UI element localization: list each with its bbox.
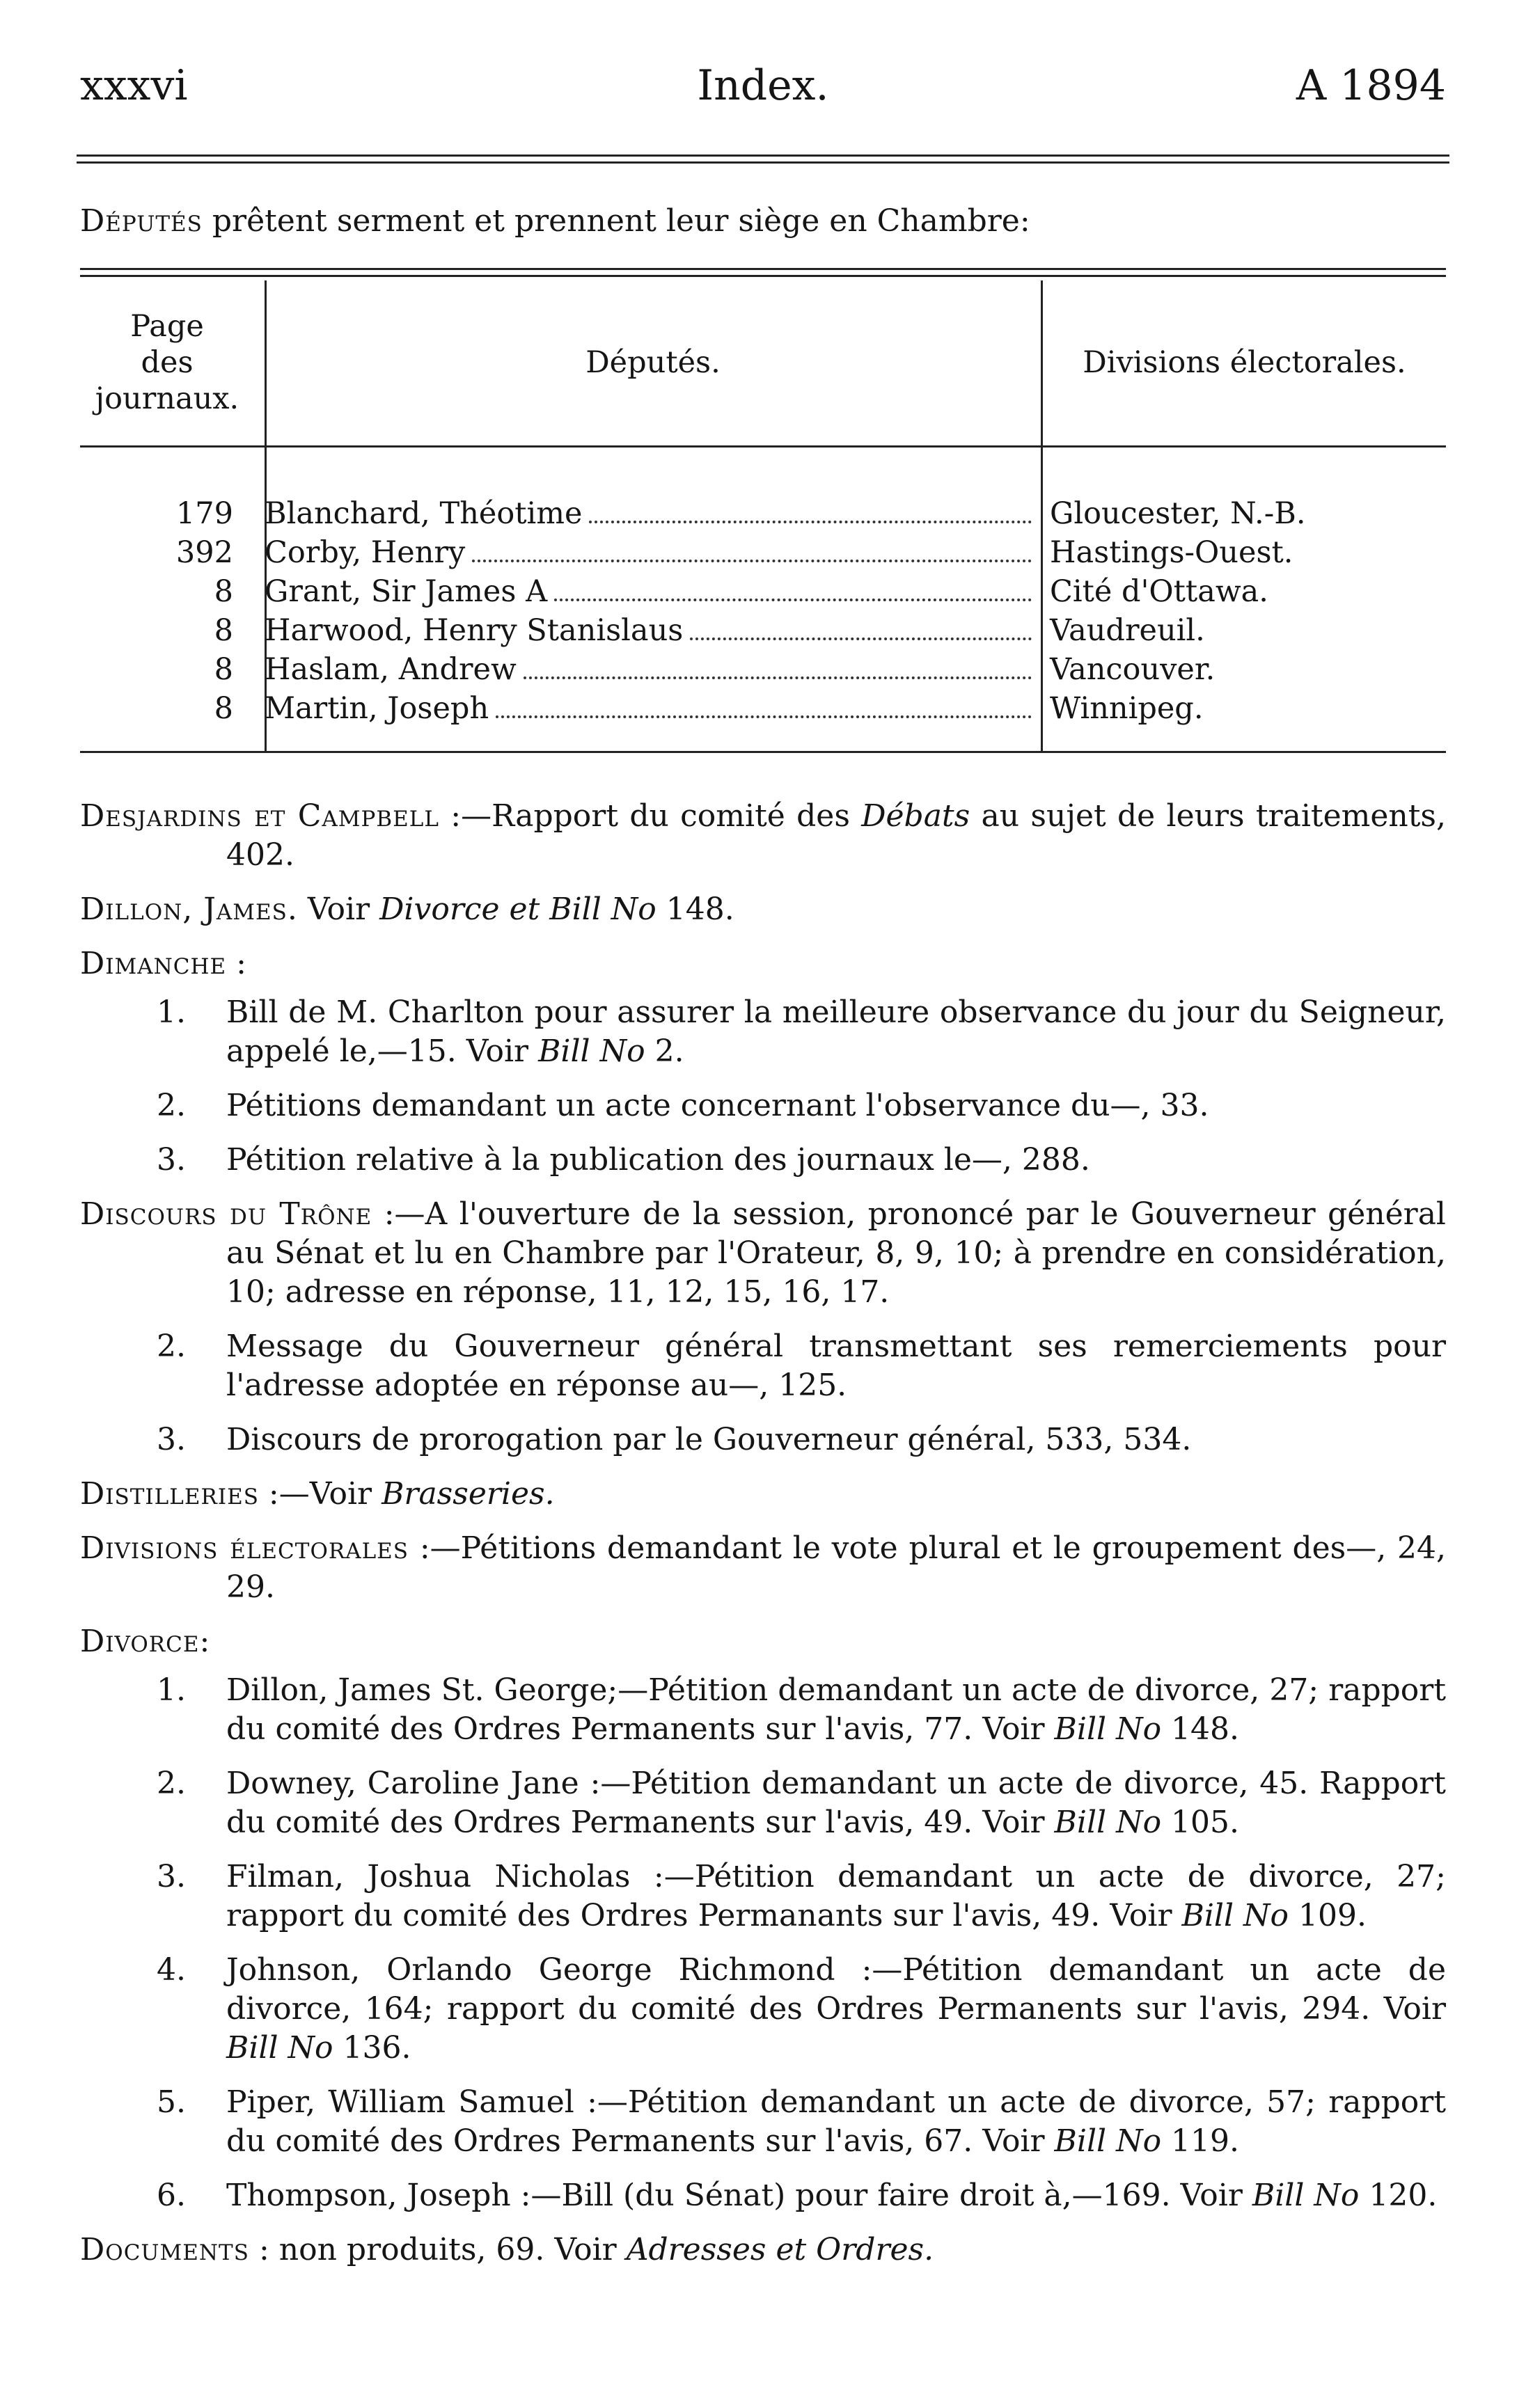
row-depute: Haslam, Andrew (265, 652, 517, 687)
row-depute: Grant, Sir James A (265, 574, 548, 609)
sub-italic: Bill No (1181, 1898, 1289, 1933)
sub-italic: Bill No (1252, 2178, 1360, 2213)
row-depute-cell (265, 494, 1037, 533)
sub-text: 148. (1161, 1711, 1240, 1747)
sub-text: Discours de prorogation par le Gouverneur général, 533, 534. (226, 1422, 1192, 1457)
table-rule-bottom (80, 751, 1446, 753)
row-page: 179 (175, 496, 233, 531)
sub-text: Bill de M. Charlton pour assurer la meilleure observance du jour du Seigneur, appelé le,—15. Voir (226, 995, 1446, 1069)
table-row (80, 689, 1446, 728)
row-division: Vaudreuil. (1050, 613, 1205, 648)
table-row (80, 611, 1446, 650)
sub-number: 2. (157, 1088, 186, 1123)
sub-text: Downey, Caroline Jane :—Pétition demandant un acte de divorce, 45. Rapport du comité des Ordres Permanents sur l'avis, 49. Voir (226, 1766, 1446, 1840)
row-depute-cell (265, 689, 1037, 728)
sub-text: 119. (1161, 2123, 1240, 2159)
caption-head: Députés (80, 203, 203, 239)
leader-dots (496, 715, 1032, 718)
entry-head: Desjardins et Campbell (80, 798, 439, 834)
row-division: Cité d'Ottawa. (1050, 574, 1268, 609)
column-header-deputes: Députés. (585, 345, 721, 380)
sub-number: 1. (157, 995, 186, 1030)
entry-dillon (80, 890, 1446, 929)
row-depute: Martin, Joseph (265, 691, 489, 726)
row-division: Winnipeg. (1050, 691, 1204, 726)
sub-text: 109. (1289, 1898, 1367, 1933)
sub-text: Pétitions demandant un acte concernant l'observance du—, 33. (226, 1088, 1209, 1123)
sub-text: 2. (645, 1033, 684, 1069)
table-row (80, 494, 1446, 533)
leader-dots (554, 599, 1032, 601)
entry-desjardins (80, 797, 1446, 875)
sub-text: Filman, Joshua Nicholas :—Pétition demandant un acte de divorce, 27; rapport du comité des Ordres Permanants sur l'avis, 49. Voir (226, 1859, 1446, 1933)
table-header-rule (80, 445, 1446, 447)
entry-text: :—A l'ouverture de la session, prononcé par le Gouverneur général au Sénat et lu en Chambre par l'Orateur, 8, 9, 10; à prendre en considération, 10; adresse en réponse, 11, 12, 15, 16, 17. (226, 1196, 1446, 1310)
page-number: xxxvi (80, 61, 188, 110)
entry-text: :—Voir (258, 1476, 382, 1512)
entry-text: :—Rapport du comité des (439, 798, 862, 834)
column-header-divisions: Divisions électorales. (1083, 345, 1406, 380)
sub-entry (80, 1327, 1446, 1405)
header-rule-top (77, 155, 1449, 157)
table-rule-top-2 (80, 275, 1446, 277)
table-row (80, 533, 1446, 572)
entry-dimanche (80, 944, 1446, 983)
index-entries (80, 797, 1446, 2285)
sub-text: 120. (1359, 2178, 1438, 2213)
sub-text: Message du Gouverneur général transmettant ses remerciements pour l'adresse adoptée en réponse au—, 125. (226, 1329, 1446, 1403)
sub-entry (80, 1951, 1446, 2068)
entry-head: Distilleries (80, 1476, 259, 1512)
table-row (80, 650, 1446, 689)
sub-entry (80, 2176, 1446, 2215)
sub-entry (80, 1420, 1446, 1459)
entry-text: : non produits, 69. Voir (249, 2232, 627, 2267)
entry-text: : (199, 1624, 210, 1659)
sub-italic: Bill No (1054, 1711, 1162, 1747)
sub-text: Pétition relative à la publication des journaux le—, 288. (226, 1142, 1090, 1178)
sub-text: Dillon, James St. George;—Pétition demandant un acte de divorce, 27; rapport du comité des Ordres Permanents sur l'avis, 77. Voir (226, 1672, 1446, 1747)
leader-dots (524, 676, 1032, 679)
sub-entry (80, 1858, 1446, 1935)
row-depute-cell (265, 572, 1037, 611)
leader-dots (589, 521, 1032, 523)
entry-discours (80, 1195, 1446, 1312)
sub-number: 1. (157, 1672, 186, 1708)
sub-entry (80, 2083, 1446, 2161)
row-division: Vancouver. (1050, 652, 1216, 687)
row-depute-cell (265, 650, 1037, 689)
sub-number: 4. (157, 1952, 186, 1988)
column-header-page-line: Page (130, 309, 204, 344)
sub-entry (80, 1086, 1446, 1125)
sub-italic: Bill No (1054, 1805, 1162, 1840)
entry-text: au sujet de leurs traitements, 402. (226, 798, 1447, 873)
entry-documents (80, 2231, 1446, 2270)
sub-number: 2. (157, 1766, 186, 1801)
entry-text: 148. (656, 892, 734, 927)
sub-entry (80, 1764, 1446, 1842)
header-rule-bottom (77, 161, 1449, 164)
entry-distilleries (80, 1475, 1446, 1514)
sub-text: Piper, William Samuel :—Pétition demandant un acte de divorce, 57; rapport du comité des Ordres Permanents sur l'avis, 67. Voir (226, 2084, 1446, 2159)
column-header-page-line: des (141, 345, 194, 380)
entry-head: Divisions électorales (80, 1530, 409, 1566)
row-depute: Blanchard, Théotime (265, 496, 583, 531)
entry-italic: Divorce et Bill No (379, 892, 656, 927)
row-page: 8 (214, 613, 233, 648)
entry-text: Voir (297, 892, 380, 927)
sub-number: 3. (157, 1422, 186, 1457)
row-depute: Corby, Henry (265, 535, 466, 570)
page-title: Index. (697, 61, 829, 110)
sub-number: 5. (157, 2084, 186, 2120)
sub-italic: Bill No (1054, 2123, 1162, 2159)
sub-italic: Bill No (538, 1033, 645, 1069)
sub-entry (80, 1671, 1446, 1749)
sub-italic: Bill No (226, 2030, 333, 2066)
entry-head: Dillon, James. (80, 892, 298, 927)
sub-entry (80, 993, 1446, 1071)
entry-head: Dimanche (80, 946, 227, 981)
leader-dots (472, 560, 1032, 562)
column-header-page-line: journaux. (95, 381, 239, 416)
row-depute-cell (265, 611, 1037, 650)
year-label: A 1894 (1296, 61, 1446, 110)
row-page: 8 (214, 691, 233, 726)
sub-number: 3. (157, 1859, 186, 1894)
table-row (80, 572, 1446, 611)
sub-text: 136. (333, 2030, 411, 2066)
caption-rest: prêtent serment et prennent leur siège en Chambre: (202, 203, 1030, 239)
row-page: 8 (214, 652, 233, 687)
row-depute: Harwood, Henry Stanislaus (265, 613, 684, 648)
deputes-table (80, 268, 1446, 755)
entry-head: Divorce (80, 1624, 200, 1659)
entry-italic: Brasseries. (382, 1476, 555, 1512)
row-page: 392 (175, 535, 233, 570)
entry-text: :—Pétitions demandant le vote plural et le groupement des—, 24, 29. (226, 1530, 1446, 1605)
row-page: 8 (214, 574, 233, 609)
sub-text: Thompson, Joseph :—Bill (du Sénat) pour faire droit à,—169. Voir (226, 2178, 1252, 2213)
entry-divisions (80, 1529, 1446, 1607)
sub-text: 105. (1161, 1805, 1240, 1840)
entry-divorce (80, 1622, 1446, 1661)
table-rule-top-1 (80, 268, 1446, 270)
row-depute-cell (265, 533, 1037, 572)
column-header-page (80, 308, 254, 417)
entry-head: Documents (80, 2232, 249, 2267)
row-division: Gloucester, N.-B. (1050, 496, 1306, 531)
sub-text: Johnson, Orlando George Richmond :—Pétition demandant un acte de divorce, 164; rapport du comité des Ordres Permanents sur l'avis, 294. Voir (226, 1952, 1446, 2027)
sub-number: 6. (157, 2178, 186, 2213)
entry-italic: Débats (861, 798, 970, 834)
leader-dots (690, 637, 1032, 640)
sub-entry (80, 1141, 1446, 1180)
sub-number: 2. (157, 1329, 186, 1364)
table-caption (80, 202, 1030, 241)
entry-text: : (226, 946, 246, 981)
entry-head: Discours du Trône (80, 1196, 372, 1232)
entry-italic: Adresses et Ordres. (626, 2232, 934, 2267)
sub-number: 3. (157, 1142, 186, 1178)
row-division: Hastings-Ouest. (1050, 535, 1293, 570)
